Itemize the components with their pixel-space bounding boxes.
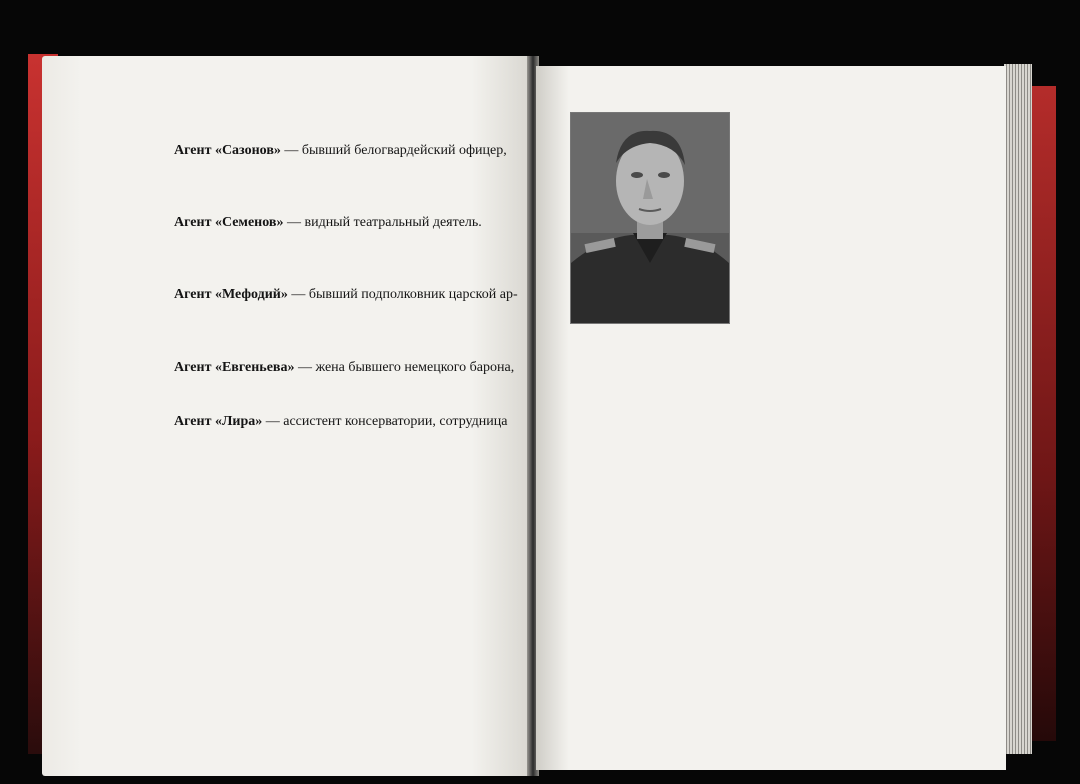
agent-evgenieva-line: Агент «Евгеньева» — жена бывшего немецкого барона, [174, 360, 515, 375]
portrait-photo [570, 112, 730, 324]
agent-name: Агент «Лира» [174, 414, 263, 429]
agent-mefodiy-line: Агент «Мефодий» — бывший подполковник царской ар- [174, 287, 518, 302]
agent-lira-line: Агент «Лира» — ассистент консерватории, сотрудница [174, 414, 508, 429]
agent-name: Агент «Мефодий» [174, 287, 288, 302]
agent-name: Агент «Семенов» [174, 215, 284, 230]
agent-name: Агент «Евгеньева» [174, 360, 295, 375]
book-edge-right [1028, 86, 1056, 741]
portrait-illustration [571, 113, 729, 323]
agent-semenov-line: Агент «Семенов» — видный театральный деятель. [174, 215, 482, 230]
agent-sazonov-line: Агент «Сазонов» — бывший белогвардейский офицер, [174, 143, 507, 158]
left-page [42, 56, 530, 776]
page-stack-right [1004, 64, 1032, 754]
agent-name: Агент «Сазонов» [174, 143, 281, 158]
